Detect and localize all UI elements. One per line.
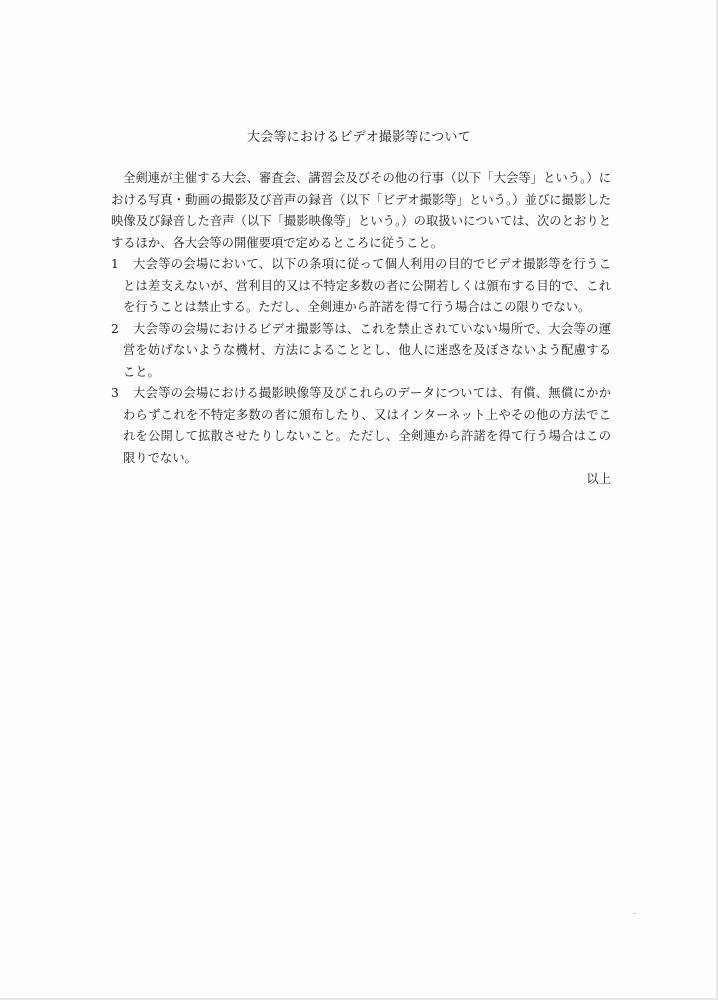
scan-speck — [633, 913, 636, 914]
item-number: 2 — [111, 321, 119, 336]
closing-text: 以上 — [586, 472, 611, 486]
list-item — [111, 254, 611, 319]
list-item — [111, 383, 611, 469]
document-body — [111, 168, 611, 491]
item-text: 大会等の会場におけるビデオ撮影等は、これを禁止されていない場所で、大会等の運営を妨げないような機材、方法によることとし、他人に迷惑を及ぼさないよう配慮すること。 — [123, 321, 611, 379]
item-number: 1 — [111, 257, 119, 271]
item-text: 大会等の会場における撮影映像等及びこれらのデータについては、有償、無償にかかわらずこれを不特定多数の者に頒布したり、又はインターネット上やその他の方法でこれを公開して拡散させたりしないこと。ただし、全剣連から許諾を得て行う場合はこの限りでない。 — [123, 386, 611, 465]
list-item — [111, 319, 611, 384]
document-title: 大会等におけるビデオ撮影等について — [247, 130, 471, 145]
intro-paragraph: 全剣連が主催する大会、審査会、講習会及びその他の行事（以下「大会等」という。）における写真・動画の撮影及び音声の録音（以下「ビデオ撮影等」という。）並びに撮影した映像及び録音した音声（以下「撮影映像等」という。）の取扱いについては、次のとおりとするほか、各大会等の開催要項で定めるところに従うこと。 — [111, 171, 611, 250]
item-text: 大会等の会場において、以下の条項に従って個人利用の目的でビデオ撮影等を行うことは差支えないが、営利目的又は不特定多数の者に公開若しくは頒布する目的で、これを行うことは禁止する。ただし、全剣連から許諾を得て行う場合はこの限りでない。 — [123, 257, 611, 314]
item-number: 3 — [111, 386, 119, 400]
